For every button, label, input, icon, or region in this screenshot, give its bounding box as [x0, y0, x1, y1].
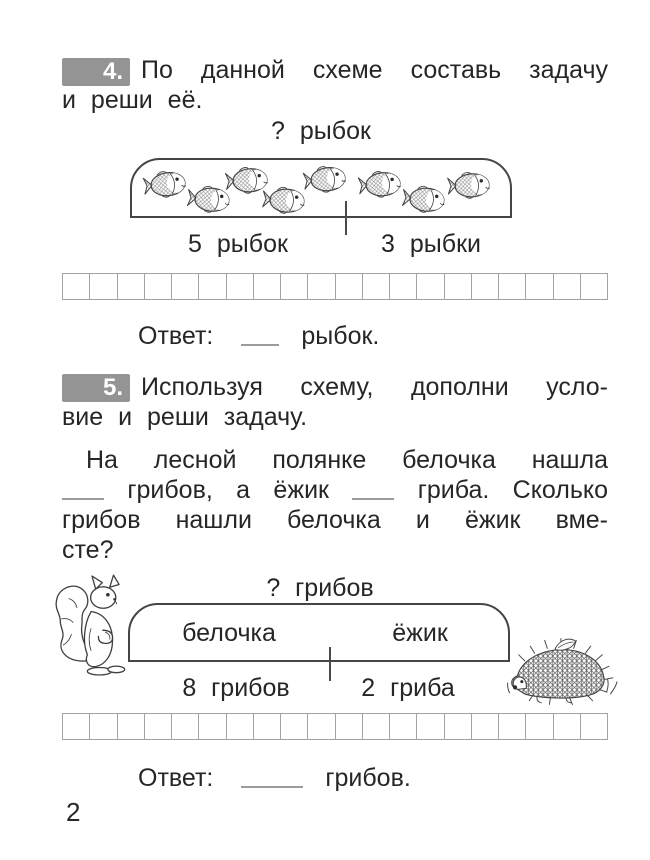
grid-cell [308, 714, 335, 739]
grid-cell [281, 714, 308, 739]
task5-problem-blank2 [352, 480, 394, 500]
grid-cell [390, 274, 417, 299]
task5-answer-row [138, 764, 411, 793]
task5-problem-line2-text2: гриба. Сколько [417, 476, 609, 504]
task4-right-part-label: 3 рыбки [381, 230, 481, 258]
task5-problem-blank1 [62, 480, 104, 500]
grid-cell [227, 714, 254, 739]
grid-cell [336, 274, 363, 299]
grid-cell [199, 274, 226, 299]
task5-problem-line2-text1: грибов, а ёжик [127, 476, 329, 504]
grid-cell [363, 274, 390, 299]
hedgehog-illustration [502, 634, 618, 707]
grid-cell [145, 274, 172, 299]
grid-cell [118, 714, 145, 739]
task5-answer-blank [241, 768, 303, 788]
grid-cell [499, 274, 526, 299]
grid-cell [63, 714, 90, 739]
grid-cell [554, 714, 581, 739]
grid-cell [472, 714, 499, 739]
grid-cell [417, 714, 444, 739]
grid-cell [199, 714, 226, 739]
grid-cell [445, 714, 472, 739]
task5-answer-unit: грибов. [325, 764, 411, 792]
task5-problem-line1: На лесной полянке белочка нашла [86, 446, 608, 474]
grid-cell [417, 274, 444, 299]
grid-cell [390, 714, 417, 739]
grid-cell [526, 274, 553, 299]
task5-question-label: ? грибов [266, 574, 374, 602]
squirrel-illustration [50, 571, 134, 681]
task4-scheme-box [130, 158, 512, 218]
grid-cell [63, 274, 90, 299]
fish-group-right [132, 160, 510, 216]
grid-cell [581, 714, 607, 739]
task4-answer-blank [241, 326, 279, 346]
grid-cell [472, 274, 499, 299]
task5-box-left-label: белочка [182, 619, 276, 647]
task5-answer-label: Ответ: [138, 764, 214, 792]
task5-writing-grid [62, 713, 608, 740]
grid-cell [445, 274, 472, 299]
grid-cell [227, 274, 254, 299]
grid-cell [172, 274, 199, 299]
task5-right-part-label: 2 гриба [361, 674, 455, 702]
page-number: 2 [66, 797, 81, 827]
task5-left-part-label: 8 грибов [182, 674, 290, 702]
grid-cell [254, 714, 281, 739]
task5-problem-line2 [62, 476, 608, 505]
grid-cell [90, 714, 117, 739]
task4-answer-label: Ответ: [138, 322, 214, 350]
grid-cell [281, 274, 308, 299]
task4-question-label: ? рыбок [271, 117, 371, 145]
grid-cell [118, 274, 145, 299]
task5-problem-line4: сте? [62, 536, 114, 564]
grid-cell [499, 714, 526, 739]
task5-box-right-label: ёжик [392, 619, 448, 647]
task4-writing-grid [62, 273, 608, 300]
task4-left-part-label: 5 рыбок [188, 230, 288, 258]
grid-cell [581, 274, 607, 299]
grid-cell [526, 714, 553, 739]
grid-cell [336, 714, 363, 739]
task4-scheme-divider [345, 201, 347, 235]
task5-number-badge: 5. [62, 374, 130, 402]
task5-problem-line3: грибов нашли белочка и ёжик вме- [62, 506, 608, 534]
fish-icon [401, 183, 447, 216]
fish-icon [446, 169, 492, 201]
fish-icon [357, 167, 403, 201]
grid-cell [90, 274, 117, 299]
grid-cell [172, 714, 199, 739]
task4-answer-row [138, 322, 379, 351]
task4-answer-unit: рыбок. [301, 322, 380, 350]
task4-number-badge: 4. [62, 58, 130, 86]
task5-instruction-line1: Используя схему, дополни усло- [141, 373, 608, 401]
grid-cell [145, 714, 172, 739]
grid-cell [308, 274, 335, 299]
grid-cell [554, 274, 581, 299]
grid-cell [254, 274, 281, 299]
task4-instruction-line1: По данной схеме составь задачу [141, 56, 608, 84]
task4-instruction-line2: и реши её. [62, 86, 203, 114]
task5-instruction-line2: вие и реши задачу. [62, 403, 308, 431]
grid-cell [363, 714, 390, 739]
task5-scheme-divider [329, 647, 331, 681]
